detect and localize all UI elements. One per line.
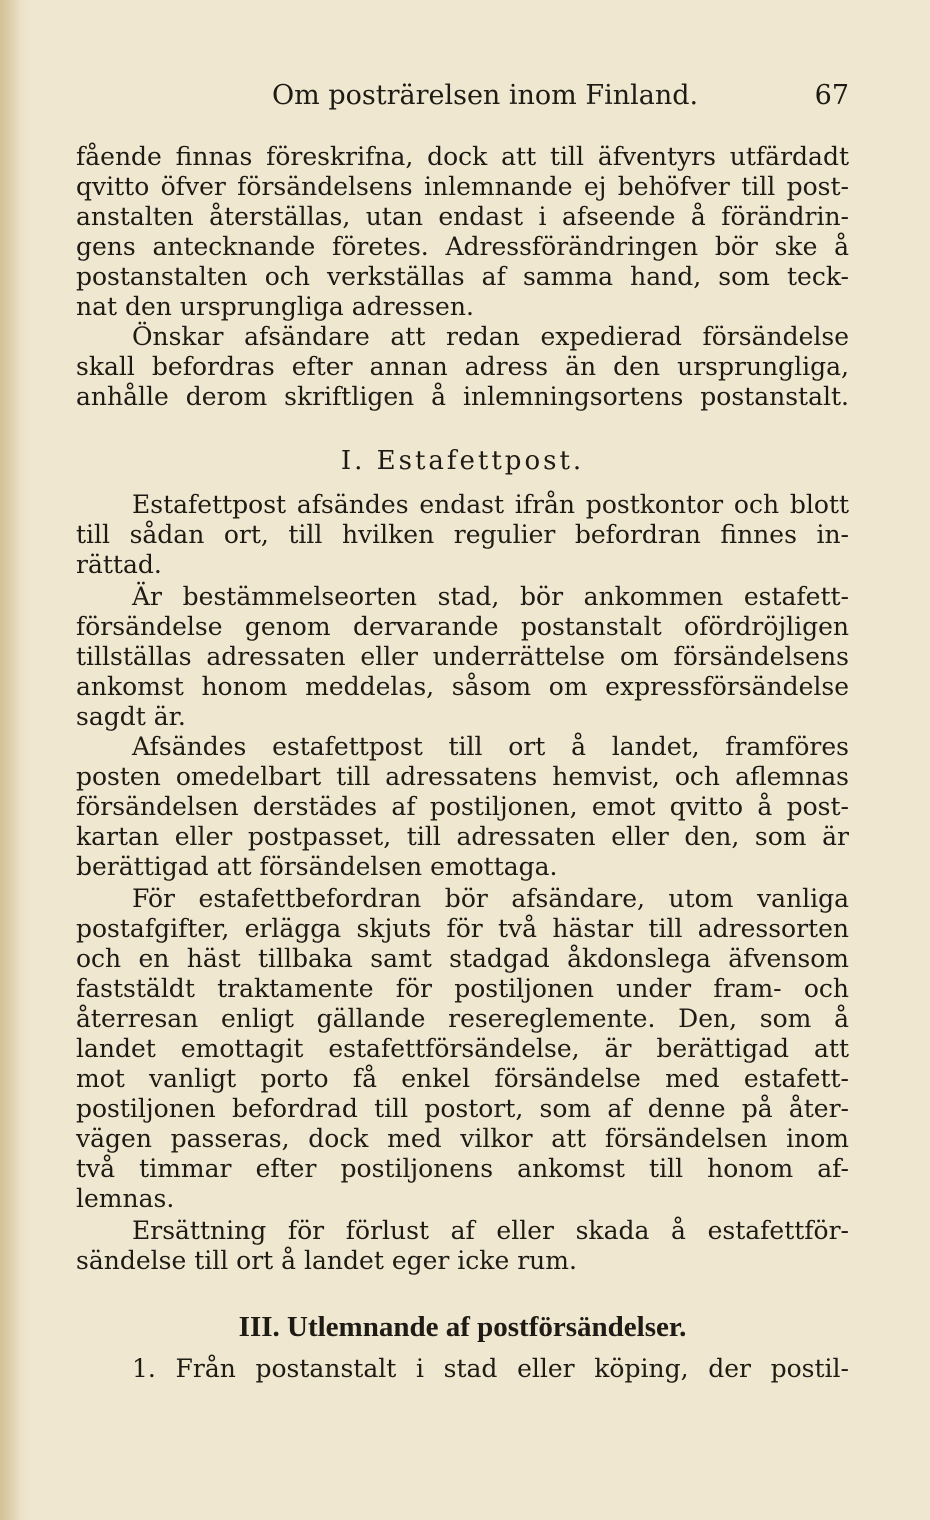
text-line: berättigad att försändelsen emottaga. [76,852,558,881]
text-line: faststäldt traktamente för postiljonen under fram- och [76,974,849,1003]
text-line: Estafettpost afsändes endast ifrån postkontor och blott [132,490,849,519]
text-line: Önskar afsändare att redan expedierad försändelse [132,322,849,351]
text-line: postanstalten och verkställas af samma hand, som teck- [76,262,849,291]
text-line: nat den ursprungliga adressen. [76,292,474,321]
text-line: och en häst tillbaka samt stadgad åkdonslega äfvensom [76,944,849,973]
text-line: 1. Från postanstalt i stad eller köping, der postil- [132,1354,849,1383]
text-line: För estafettbefordran bör afsändare, utom vanliga [132,884,849,913]
text-line: två timmar efter postiljonens ankomst till honom af- [76,1154,849,1183]
section-heading-utlemnande: III. Utlemnande af postförsändelser. [238,1311,687,1343]
text-line: skall befordras efter annan adress än den ursprungliga, [76,352,849,381]
text-line: vägen passeras, dock med vilkor att försändelsen inom [76,1124,849,1153]
page-number: 67 [814,80,849,111]
text-line: ankomst honom meddelas, såsom om expressförsändelse [76,672,849,701]
text-line: sagdt är. [76,702,186,731]
running-title: Om posträrelsen inom Finland. [272,80,699,111]
section-heading-estafettpost: I. Estafettpost. [340,446,585,476]
text-line: anstalten återställas, utan endast i afseende å förändrin- [76,202,849,231]
text-line: rättad. [76,550,162,579]
text-line: till sådan ort, till hvilken regulier befordran finnes in- [76,520,849,549]
text-line: landet emottagit estafettförsändelse, är berättigad att [76,1034,849,1063]
text-line: posten omedelbart till adressatens hemvist, och aflemnas [76,762,849,791]
text-line: Ersättning för förlust af eller skada å estafettför- [132,1216,849,1245]
text-line: anhålle derom skriftligen å inlemningsortens postanstalt. [76,382,849,411]
text-line: postiljonen befordrad till postort, som af denne på åter- [76,1094,849,1123]
text-line: lemnas. [76,1184,175,1213]
text-line: Är bestämmelseorten stad, bör ankommen estafett- [132,582,849,611]
text-line: försändelse genom dervarande postanstalt ofördröjligen [76,612,849,641]
text-line: gens antecknande företes. Adressförändringen bör ske å [76,232,849,261]
text-line: qvitto öfver försändelsens inlemnande ej behöfver till post- [76,172,849,201]
text-line: återresan enligt gällande resereglemente. Den, som å [76,1004,849,1033]
text-line: försändelsen derstädes af postiljonen, emot qvitto å post- [76,792,849,821]
text-line: postafgifter, erlägga skjuts för två hästar till adressorten [76,914,849,943]
text-line: sändelse till ort å landet eger icke rum. [76,1246,577,1275]
running-header [76,78,849,114]
text-line: fående finnas föreskrifna, dock att till äfventyrs utfärdadt [76,142,849,171]
text-line: tillställas adressaten eller underrättelse om försändelsens [76,642,849,671]
text-line: kartan eller postpasset, till adressaten eller den, som är [76,822,849,851]
text-line: Afsändes estafettpost till ort å landet, framföres [132,732,849,761]
text-line: mot vanligt porto få enkel försändelse med estafett- [76,1064,849,1093]
page-edge-shadow [0,0,20,1520]
